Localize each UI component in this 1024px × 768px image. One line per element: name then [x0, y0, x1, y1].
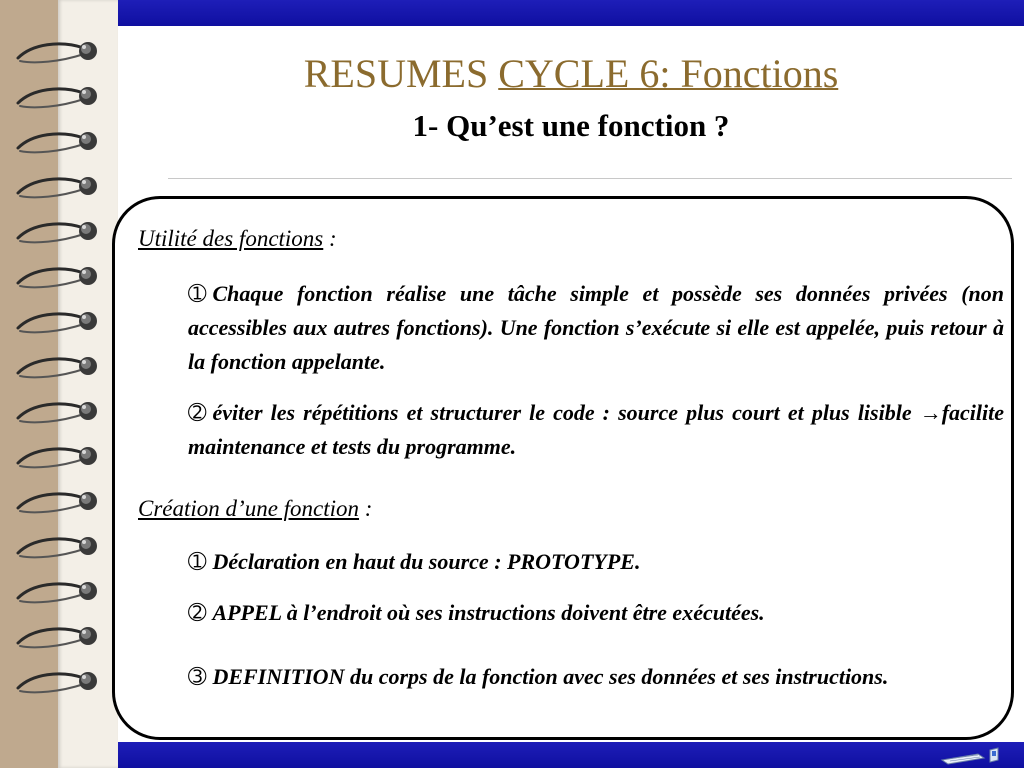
item-text: éviter les répétitions et structurer le code : source plus court et plus lisible	[212, 400, 920, 425]
spiral-ring-icon	[14, 531, 106, 565]
item-text: Chaque fonction réalise une tâche simple et possède ses données privées (non accessibles aux autres fonctions). Une fonction s’exécute si elle est appelée, puis retour à la fonction appelante.	[188, 281, 1004, 374]
slide-subtitle: 1- Qu’est une fonction ?	[412, 108, 730, 143]
spiral-ring-icon	[14, 216, 106, 250]
list-item	[188, 596, 1004, 630]
spiral-ring-icon	[14, 621, 106, 655]
spiral-ring-icon	[14, 171, 106, 205]
section-heading-colon: :	[323, 226, 337, 251]
title-prefix: RESUMES	[303, 51, 499, 96]
bottom-blue-bar	[118, 742, 1024, 768]
slide-title	[118, 50, 1024, 97]
item-text: DEFINITION du corps de la fonction avec ses données et ses instructions.	[212, 664, 889, 689]
section-heading-utilite	[138, 226, 337, 252]
number-icon: ➀	[188, 549, 207, 574]
number-icon: ➁	[188, 600, 207, 625]
number-icon: ➀	[188, 281, 207, 306]
spiral-ring-icon	[14, 666, 106, 700]
divider-line	[168, 178, 1012, 179]
item-text: Déclaration en haut du source : PROTOTYPE.	[212, 549, 641, 574]
item-text: APPEL à l’endroit où ses instructions doivent être exécutées.	[212, 600, 765, 625]
spiral-ring-icon	[14, 396, 106, 430]
list-item	[188, 396, 1004, 464]
item-text-continued: facilite maintenance et tests du programme.	[188, 400, 1004, 459]
list-item	[188, 545, 1004, 579]
spiral-ring-icon	[14, 81, 106, 115]
number-icon: ➁	[188, 400, 207, 425]
title-underlined: CYCLE 6: Fonctions	[498, 51, 839, 96]
top-blue-bar	[118, 0, 1024, 26]
spiral-binding	[0, 0, 118, 768]
spiral-ring-icon	[14, 261, 106, 295]
spiral-ring-icon	[14, 306, 106, 340]
spiral-ring-icon	[14, 486, 106, 520]
section-heading-creation	[138, 496, 372, 522]
section-heading-text: Création d’une fonction	[138, 496, 360, 521]
spiral-ring-icon	[14, 36, 106, 70]
section-heading-text: Utilité des fonctions	[138, 226, 324, 251]
list-item	[188, 660, 1004, 694]
list-item	[188, 277, 1004, 379]
number-icon: ➂	[188, 664, 207, 689]
spiral-ring-icon	[14, 441, 106, 475]
spiral-ring-icon	[14, 576, 106, 610]
spiral-ring-icon	[14, 126, 106, 160]
section-heading-colon: :	[359, 496, 373, 521]
spiral-ring-icon	[14, 351, 106, 385]
computer-keyboard-icon	[938, 744, 1018, 766]
arrow-right-icon: →	[919, 400, 942, 425]
